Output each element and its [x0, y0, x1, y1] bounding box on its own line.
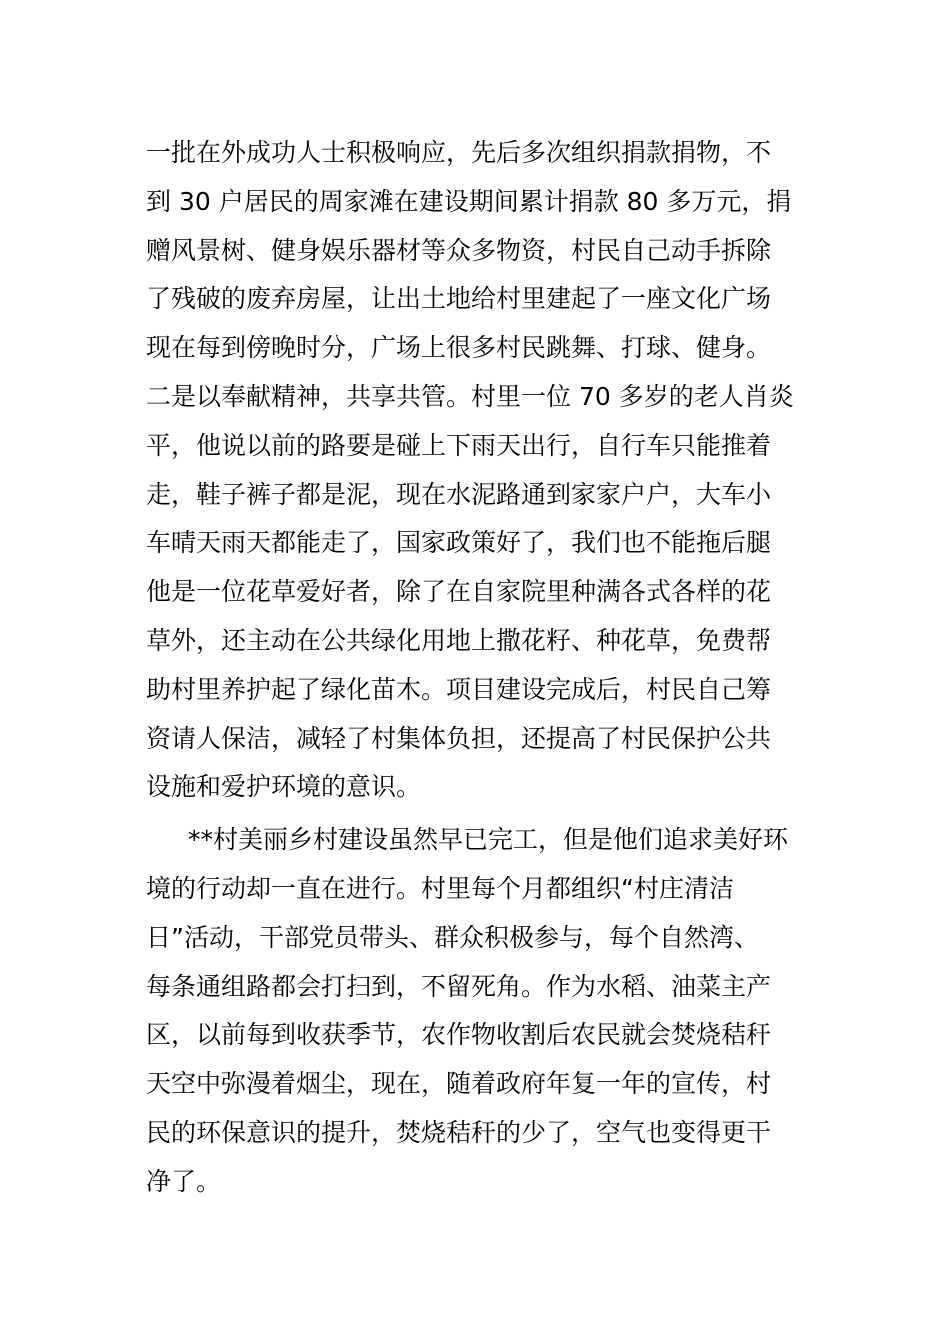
text-line: 设施和爱护环境的意识。 [146, 772, 422, 802]
text-line: 平，他说以前的路要是碰上下雨天出行，自行车只能推着 [146, 430, 772, 460]
text-line: 赠风景树、健身娱乐器材等众多物资，村民自己动手拆除 [146, 235, 772, 265]
document-body [146, 129, 816, 1207]
text-line: 净了。 [146, 1166, 222, 1196]
text-line: 境的行动却一直在进行。村里每个月都组织“村庄清洁 [146, 873, 734, 903]
text-line: 天空中弥漫着烟尘，现在，随着政府年复一年的宣传，村 [146, 1069, 772, 1099]
text-line: 到 30 户居民的周家滩在建设期间累计捐款 80 多万元，捐 [146, 186, 792, 216]
text-line: 他是一位花草爱好者，除了在自家院里种满各式各样的花 [146, 577, 772, 607]
text-line: 日”活动，干部党员带头、群众积极参与，每个自然湾、 [146, 922, 759, 952]
text-line: 了残破的废弃房屋，让出土地给村里建起了一座文化广场 [146, 284, 772, 314]
text-line: 现在每到傍晚时分，广场上很多村民跳舞、打球、健身。 [146, 333, 772, 363]
text-line: 资请人保洁，减轻了村集体负担，还提高了村民保护公共 [146, 723, 772, 753]
text-line: 助村里养护起了绿化苗木。项目建设完成后，村民自己筹 [146, 674, 772, 704]
text-line: 一批在外成功人士积极响应，先后多次组织捐款捐物，不 [146, 138, 772, 167]
paragraph-1 [146, 129, 816, 812]
text-line: 草外，还主动在公共绿化用地上撒花籽、种花草，免费帮 [146, 625, 772, 655]
text-line: 区，以前每到收获季节，农作物收割后农民就会焚烧秸秆 [146, 1020, 772, 1050]
text-line: 每条通组路都会打扫到，不留死角。作为水稻、油菜主产 [146, 971, 772, 1001]
text-line: 走，鞋子裤子都是泥，现在水泥路通到家家户户，大车小 [146, 479, 772, 509]
text-line-indented: **村美丽乡村建设虽然早已完工，但是他们追求美好环 [188, 825, 789, 855]
text-line: 车晴天雨天都能走了，国家政策好了，我们也不能拖后腿 [146, 528, 772, 558]
text-line: 二是以奉献精神，共享共管。村里一位 70 多岁的老人肖炎 [146, 381, 794, 411]
paragraph-2 [146, 816, 816, 1206]
text-line: 民的环保意识的提升，焚烧秸秆的少了，空气也变得更干 [146, 1117, 772, 1147]
